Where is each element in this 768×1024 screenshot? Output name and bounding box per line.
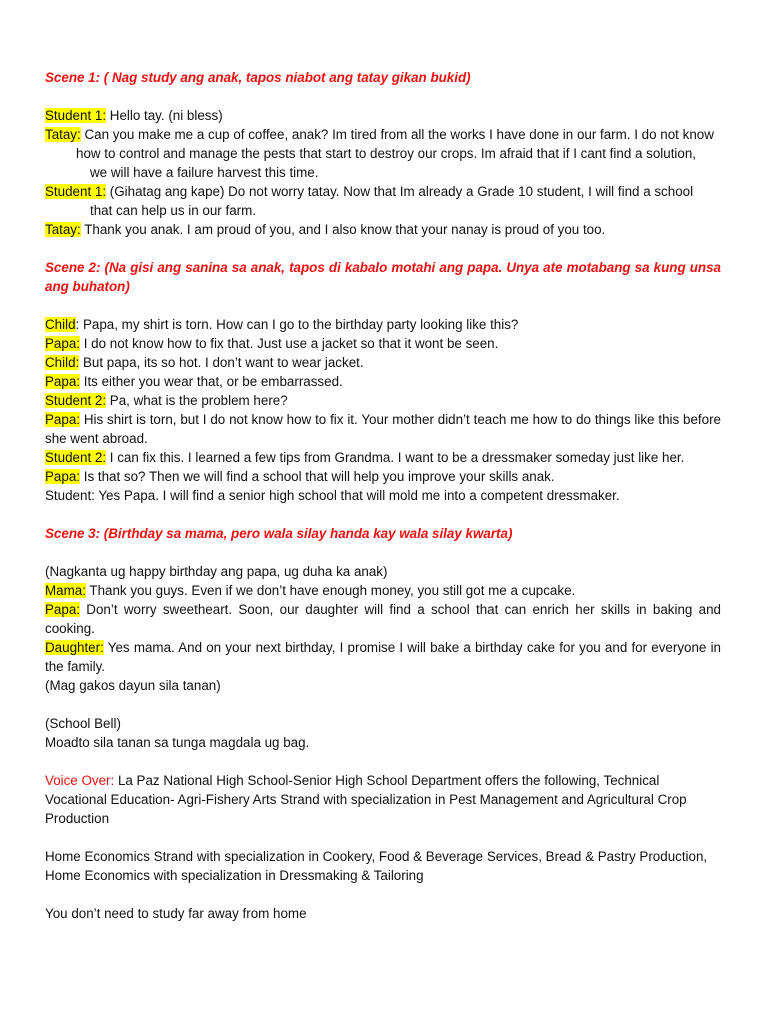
dialogue-text: His shirt is torn, but I do not know how to fix it. Your mother didn’t teach me how to do things like this before she went abroad. <box>45 412 721 446</box>
dialogue-line <box>45 410 721 448</box>
dialogue-line: Student: Yes Papa. I will find a senior high school that will mold me into a competent dressmaker. <box>45 488 620 503</box>
scene-2-heading: Scene 2: (Na gisi ang sanina sa anak, tapos di kabalo motahi ang papa. Unya ate motabang sa kung unsa ang buhaton) <box>45 260 721 294</box>
speaker-label: Student 2: <box>45 450 107 465</box>
dialogue-line <box>45 125 721 144</box>
dialogue-text: (Gihatag ang kape) Do not worry tatay. Now that Im already a Grade 10 student, I will find a school <box>106 184 694 199</box>
speaker-label: Papa: <box>45 469 80 484</box>
dialogue-text: Thank you guys. Even if we don’t have enough money, you still got me a cupcake. <box>85 583 576 598</box>
scene-3-heading: Scene 3: (Birthday sa mama, pero wala silay handa kay wala silay kwarta) <box>45 526 513 541</box>
dialogue-text: I can fix this. I learned a few tips from Grandma. I want to be a dressmaker someday just like her. <box>106 450 685 465</box>
dialogue-text: Don’t worry sweetheart. Soon, our daughter will find a school that can enrich her skills in baking and cooking. <box>45 602 721 636</box>
stage-direction: Moadto sila tanan sa tunga magdala ug bag. <box>45 735 310 750</box>
spacer <box>45 885 721 904</box>
stage-direction: (Mag gakos dayun sila tanan) <box>45 678 221 693</box>
script-content <box>45 68 721 923</box>
dialogue-line <box>45 600 721 638</box>
dialogue-text: : Papa, my shirt is torn. How can I go to the birthday party looking like this? <box>75 317 519 332</box>
dialogue-text: Is that so? Then we will find a school that will help you improve your skills anak. <box>80 469 555 484</box>
speaker-label: Tatay: <box>45 127 81 142</box>
dialogue-line <box>45 106 721 125</box>
dialogue-text: Hello tay. (ni bless) <box>106 108 223 123</box>
stage-direction: (School Bell) <box>45 716 121 731</box>
dialogue-text: I do not know how to fix that. Just use a jacket so that it wont be seen. <box>80 336 499 351</box>
closing-line: You don’t need to study far away from home <box>45 906 307 921</box>
dialogue-line <box>45 638 721 676</box>
dialogue-line <box>45 334 721 353</box>
dialogue-line <box>45 220 721 239</box>
voice-over-paragraph <box>45 771 721 828</box>
speaker-label: Papa: <box>45 602 80 617</box>
spacer <box>45 505 721 524</box>
dialogue-text: But papa, its so hot. I don’t want to wear jacket. <box>79 355 364 370</box>
home-economics-paragraph: Home Economics Strand with specialization in Cookery, Food & Beverage Services, Bread & Pastry Production, Home Economics with specialization in Dressmaking & Tailoring <box>45 849 708 883</box>
dialogue-text: Its either you wear that, or be embarrassed. <box>80 374 343 389</box>
dialogue-text: Can you make me a cup of coffee, anak? Im tired from all the works I have done in our farm. I do not know <box>80 127 714 142</box>
spacer <box>45 752 721 771</box>
speaker-label: Mama: <box>45 583 86 598</box>
dialogue-text: Pa, what is the problem here? <box>106 393 288 408</box>
scene-1-heading: Scene 1: ( Nag study ang anak, tapos niabot ang tatay gikan bukid) <box>45 70 471 85</box>
speaker-label: Child <box>45 317 76 332</box>
stage-direction: (Nagkanta ug happy birthday ang papa, ug duha ka anak) <box>45 564 388 579</box>
dialogue-text: Yes mama. And on your next birthday, I promise I will bake a birthday cake for you and for everyone in the family. <box>45 640 721 674</box>
spacer <box>45 695 721 714</box>
dialogue-text: Thank you anak. I am proud of you, and I also know that your nanay is proud of you too. <box>80 222 606 237</box>
speaker-label: Papa: <box>45 374 80 389</box>
dialogue-line <box>45 315 721 334</box>
speaker-label: Student 1: <box>45 184 107 199</box>
dialogue-line <box>45 391 721 410</box>
spacer <box>45 828 721 847</box>
dialogue-continuation: how to control and manage the pests that start to destroy our crops. Im afraid that if I cant find a solution, <box>76 146 697 161</box>
voice-over-text: La Paz National High School-Senior High School Department offers the following, Technical Vocational Education- Agri-Fishery Arts Strand with specialization in Pest Management and Agricultural Crop Production <box>45 773 687 826</box>
dialogue-line <box>45 372 721 391</box>
speaker-label: Daughter: <box>45 640 104 655</box>
speaker-label: Child: <box>45 355 80 370</box>
dialogue-line <box>45 581 721 600</box>
dialogue-line <box>45 467 721 486</box>
dialogue-continuation: we will have a failure harvest this time. <box>90 165 319 180</box>
dialogue-line <box>45 182 721 201</box>
voice-over-label: Voice Over: <box>45 773 115 788</box>
spacer <box>45 239 721 258</box>
speaker-label: Student 2: <box>45 393 107 408</box>
dialogue-continuation: that can help us in our farm. <box>90 203 256 218</box>
speaker-label: Student 1: <box>45 108 107 123</box>
speaker-label: Papa: <box>45 412 80 427</box>
dialogue-line <box>45 448 721 467</box>
speaker-label: Tatay: <box>45 222 81 237</box>
dialogue-line <box>45 353 721 372</box>
speaker-label: Papa: <box>45 336 80 351</box>
